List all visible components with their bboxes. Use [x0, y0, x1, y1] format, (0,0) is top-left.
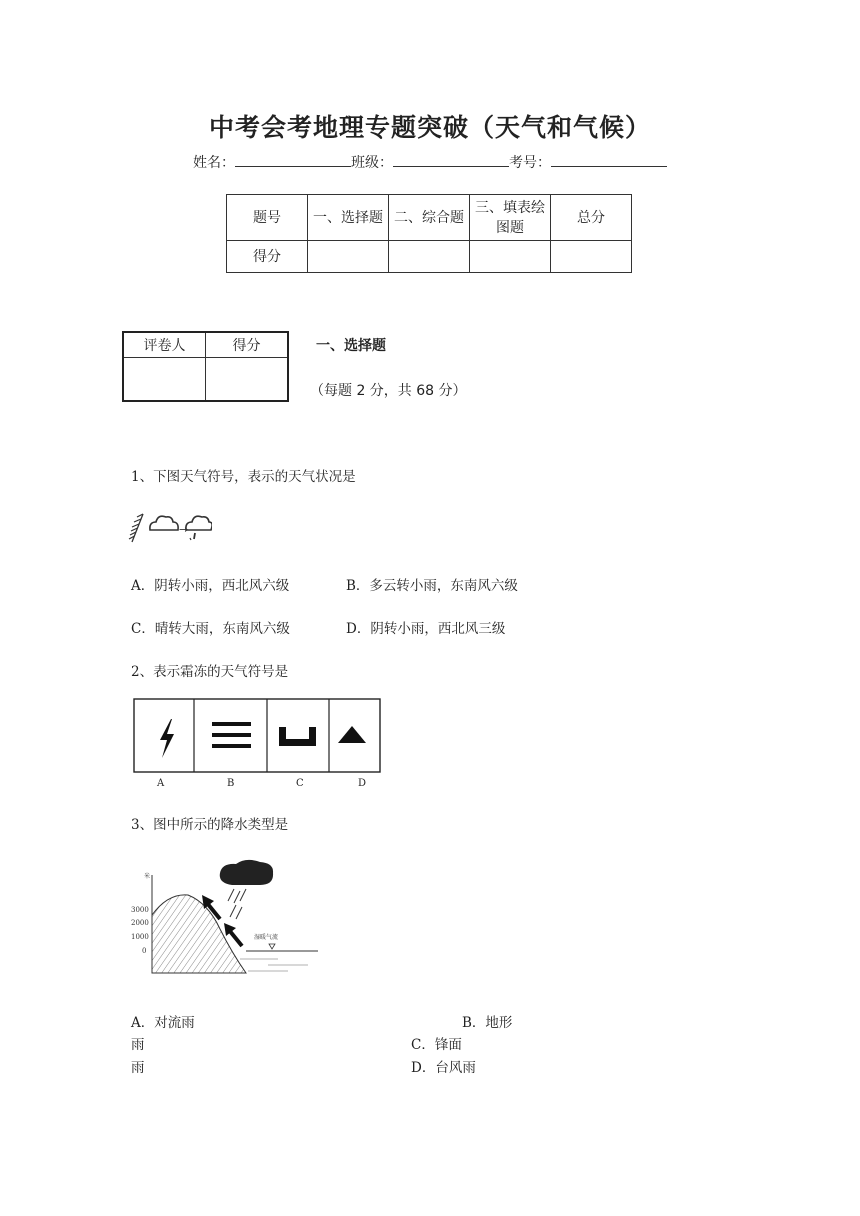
score-header-fill-draw: 三、填表绘图题 — [470, 195, 551, 241]
question-3-option-b-tail: 雨 — [131, 1037, 145, 1053]
score-header-comprehensive: 二、综合题 — [389, 195, 470, 241]
question-3-option-c: C．锋面 — [411, 1037, 462, 1053]
weather-symbols-panel — [133, 698, 383, 774]
score-header-choice: 一、选择题 — [308, 195, 389, 241]
svg-text:→: → — [179, 523, 189, 536]
axis-tick-1000: 1000 — [131, 933, 149, 941]
score-header-total: 总分 — [551, 195, 632, 241]
exam-number-label: 考号： — [509, 155, 551, 171]
score-cell — [470, 241, 551, 273]
frost-symbol-icon — [279, 727, 316, 746]
score-table — [226, 194, 632, 273]
page-title: 中考会考地理专题突破（天气和气候） — [208, 113, 651, 142]
rain-cloud-icon — [220, 860, 273, 885]
section-title: 一、选择题 — [316, 338, 386, 354]
student-info-line — [0, 152, 860, 172]
axis-unit-label: 米 — [144, 873, 151, 880]
question-1-option-d: D．阴转小雨，西北风三级 — [346, 621, 506, 637]
orographic-rain-diagram — [128, 855, 320, 980]
lightning-icon — [160, 719, 174, 758]
grader-reviewer-cell — [123, 358, 206, 402]
axis-tick-2000: 2000 — [131, 919, 149, 927]
score-cell — [389, 241, 470, 273]
question-2-label-c: C — [296, 778, 304, 789]
axis-tick-0: 0 — [142, 947, 147, 955]
question-2-stem: 2、表示霜冻的天气符号是 — [131, 664, 289, 680]
question-1-option-c: C．晴转大雨，东南风六级 — [131, 621, 290, 637]
section-note: （每题 2 分，共 68 分） — [310, 383, 467, 399]
name-label: 姓名： — [193, 155, 235, 171]
grader-reviewer-header: 评卷人 — [123, 332, 206, 358]
question-1-stem: 1、下图天气符号，表示的天气状况是 — [131, 469, 356, 485]
question-2-label-a: A — [157, 778, 165, 789]
weather-symbol-icon — [128, 508, 212, 548]
question-3-option-d: D．台风雨 — [411, 1060, 476, 1076]
score-row-label: 得分 — [227, 241, 308, 273]
mist-lines-icon — [212, 722, 251, 748]
grader-score-header: 得分 — [206, 332, 289, 358]
name-blank — [235, 152, 351, 167]
score-cell — [308, 241, 389, 273]
score-header-number: 题号 — [227, 195, 308, 241]
exam-number-blank — [551, 152, 667, 167]
triangle-icon — [338, 726, 366, 743]
question-3-option-b: B．地形 — [462, 1015, 513, 1031]
question-3-stem: 3、图中所示的降水类型是 — [131, 817, 289, 833]
grader-score-cell — [206, 358, 289, 402]
question-2-label-d: D — [358, 778, 367, 789]
question-3-option-a: A．对流雨 — [131, 1015, 195, 1031]
question-1-option-a: A．阴转小雨，西北风六级 — [131, 578, 290, 594]
grader-table — [122, 331, 289, 402]
score-cell — [551, 241, 632, 273]
question-3-option-c-tail: 雨 — [131, 1060, 145, 1076]
class-label: 班级： — [351, 155, 393, 171]
class-blank — [393, 152, 509, 167]
axis-tick-3000: 3000 — [131, 906, 149, 914]
question-1-option-b: B．多云转小雨，东南风六级 — [346, 578, 518, 594]
airflow-label: 湿暖气流 — [254, 934, 279, 941]
question-2-label-b: B — [227, 778, 235, 789]
